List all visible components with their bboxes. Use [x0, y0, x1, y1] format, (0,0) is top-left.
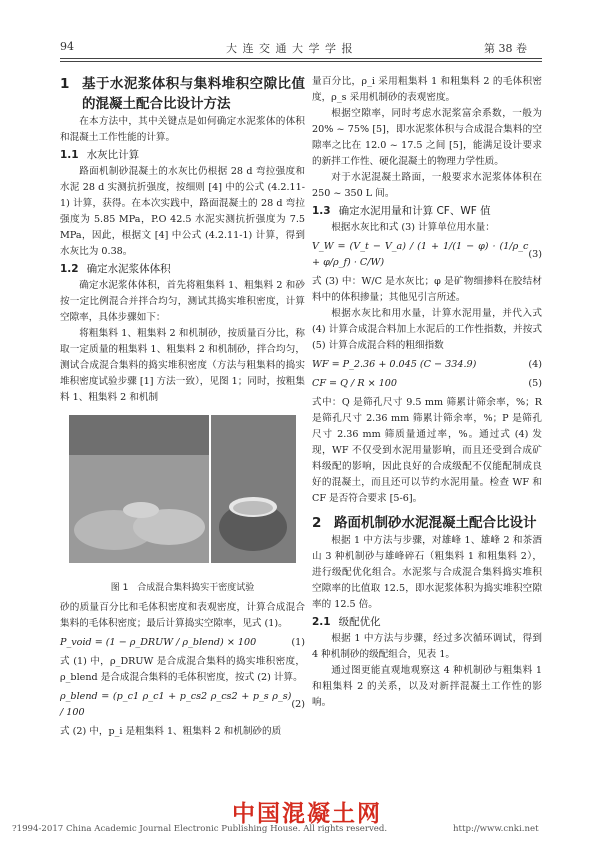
subsection-1-2-para-3: 砂的质量百分比和毛体积密度和表观密度，计算合成混合集料的毛体积密度；最后计算捣实空隙率，见式 (1)。 — [60, 602, 305, 629]
journal-title: 大 连 交 通 大 学 学 报 — [226, 42, 354, 55]
equation-5-number: (5) — [528, 378, 542, 389]
figure-1-caption: 图 1 合成混合集料捣实干密度试验 — [110, 583, 255, 593]
equation-5 — [312, 376, 542, 392]
equation-1-number: (1) — [291, 637, 305, 648]
subsection-2-1-para-1: 根据 1 中方法与步骤，经过多次循环调试，得到 4 种机制砂的级配组合，见表 1。 — [312, 633, 542, 660]
subsection-1-3-para-1: 根据水灰比和式 (3) 计算单位用水量： — [331, 222, 495, 233]
equation-2-body: ρ_blend = (p_c1 ρ_c1 + p_cs2 ρ_cs2 + p_s ρ_s) / 100 — [60, 691, 292, 718]
equation-4-body: WF = P_2.36 + 0.045 (C − 334.9) — [312, 359, 477, 370]
section-2-para-1: 根据 1 中方法与步骤，对雄峰 1、雄峰 2 和茶酒山 3 种机制砂与雄峰碎石（粗集料 1 和粗集料 2），进行级配优化组合。水泥浆与合成混合集料捣实堆积空隙率的比值取 12.5，即水泥浆体积为捣实堆积空隙率的 12.5 倍。 — [312, 535, 542, 610]
subsection-1-3-title: 确定水泥用量和计算 CF、WF 值 — [338, 205, 491, 217]
equation-2-note: 式 (2) 中，p_i 是粗集料 1、粗集料 2 和机制砂的质 — [60, 726, 282, 737]
equation-2-number: (2) — [291, 699, 305, 710]
section-1-number: 1 — [60, 76, 70, 92]
equation-1 — [60, 635, 305, 651]
header-rule-2 — [60, 61, 542, 62]
figure-1-photo — [69, 415, 296, 563]
subsection-1-2-number: 1.2 — [60, 263, 79, 275]
section-1-intro: 在本方法中，其中关键点是如何确定水泥浆体的体积和混凝土工作性能的计算。 — [60, 116, 305, 143]
equation-2 — [60, 689, 305, 721]
subsection-1-1-title: 水灰比计算 — [86, 149, 140, 161]
subsection-2-1-para-2: 通过图更能直观地观察这 4 种机制砂与粗集料 1 和粗集料 2 的关系，以及对新拌混凝土工作性的影响。 — [312, 665, 542, 708]
section-1-heading — [60, 74, 305, 114]
right-continuation: 量百分比，ρ_i 采用粗集料 1 和粗集料 2 的毛体积密度，ρ_s 采用机制砂的表观密度。 — [312, 76, 542, 103]
right-column — [312, 74, 542, 711]
subsection-1-3-number: 1.3 — [312, 205, 331, 217]
equation-3-number: (3) — [528, 249, 542, 260]
section-1-title: 基于水泥浆体积与集料堆积空隙比值的混凝土配合比设计方法 — [82, 76, 305, 112]
subsection-1-1-number: 1.1 — [60, 149, 79, 161]
subsection-1-3-heading — [312, 203, 542, 219]
subsection-1-2-para-2: 将粗集料 1、粗集料 2 和机制砂，按质量百分比，称取一定质量的粗集料 1、粗集料 2 和机制砂，拌合均匀，测试合成混合集料的捣实堆积密度（方法与粗集料的捣实堆积密度试验步骤 [1] 方法一致），见图 1；同时，按粗集料 1、粗集料 2 和机制 — [60, 328, 305, 403]
equation-1-body: P_void = (1 − ρ_DRUW / ρ_blend) × 100 — [60, 637, 257, 648]
equation-4-number: (4) — [528, 359, 542, 370]
equation-3-body: V_W = (V_t − V_a) / (1 + 1/(1 − φ) · (1/ρ_c + φ/ρ_f) · C/W) — [312, 241, 529, 268]
paste-volume-para: 对于水泥混凝土路面，一般要求水泥浆体体积在 250 ~ 350 L 间。 — [312, 172, 542, 199]
header-rule — [60, 58, 542, 59]
void-ratio-para: 根据空隙率，同时考虑水泥浆富余系数，一般为 20% ~ 75% [5]，即水泥浆体积与合成混合集料的空隙率之比在 12.0 ~ 17.5 之间 [5]，能满足设计要求的新拌工作性、硬化混凝土的物理力学性质。 — [312, 108, 542, 167]
copyright-footer: ?1994-2017 China Academic Journal Electronic Publishing House. All rights reserved. — [12, 824, 388, 834]
page-number: 94 — [60, 40, 74, 53]
equation-4 — [312, 357, 542, 373]
left-column-bottom — [60, 600, 305, 740]
subsection-1-3-para-2: 根据水灰比和用水量，计算水泥用量，并代入式 (4) 计算合成混合料加上水泥后的工作性指数，并按式 (5) 计算合成混合料的粗细指数 — [312, 308, 542, 351]
subsection-2-1-title: 级配优化 — [338, 616, 381, 628]
subsection-1-2-heading — [60, 261, 305, 277]
watermark-text: 中国混凝土网 — [232, 801, 382, 827]
subsection-1-1-heading — [60, 147, 305, 163]
section-2-heading — [312, 513, 542, 533]
footer-url: http://www.cnki.net — [453, 824, 539, 834]
section-2-title: 路面机制砂水泥混凝土配合比设计 — [334, 515, 537, 531]
equation-5-note: 式中：Q 是筛孔尺寸 9.5 mm 筛累计筛余率，%；R 是筛孔尺寸 2.36 mm 筛累计筛余率，%；P 是筛孔尺寸 2.36 mm 筛质量通过率，%。通过式 (4) 发现，WF 不仅受到水泥用量影响，而且还受到合成矿料级配的影响，因此良好的合成级配不仅能配制成良好的混凝土，而且还可以节约水泥用量。检查 WF 和 CF 是否符合要求 [5-6]。 — [312, 397, 542, 504]
left-column — [60, 74, 305, 406]
subsection-2-1-heading — [312, 614, 542, 630]
subsection-2-1-number: 2.1 — [312, 616, 331, 628]
section-2-number: 2 — [312, 515, 322, 531]
subsection-1-2-para-1: 确定水泥浆体体积，首先将粗集料 1、粗集料 2 和砂按一定比例混合并拌合均匀，测试其捣实堆积密度，计算空隙率，具体步骤如下： — [60, 280, 305, 323]
subsection-1-2-title: 确定水泥浆体体积 — [86, 263, 171, 275]
equation-1-note: 式 (1) 中，ρ_DRUW 是合成混合集料的捣实堆积密度，ρ_blend 是合成混合集料的毛体积密度，按式 (2) 计算。 — [60, 656, 305, 683]
equation-5-body: CF = Q / R × 100 — [312, 378, 398, 389]
subsection-1-1-text: 路面机制砂混凝土的水灰比仍根据 28 d 弯拉强度和水泥 28 d 实测抗折强度，按细则 [4] 中的公式 (4.2.11-1) 计算，获得。在本次实践中，路面混凝土的 28 d 弯拉强度为 5.85 MPa，P.O 42.5 水泥实测抗折强度为 7.5 MPa，因此，根据文 [4] 中公式 (4.2.11-1) 计算，得到水灰比为 0.38。 — [60, 166, 305, 257]
equation-3 — [312, 239, 542, 271]
equation-3-note: 式 (3) 中：W/C 是水灰比；φ 是矿物细掺料在胶结材料中的体积掺量；其他见引言所述。 — [312, 276, 542, 303]
volume-label: 第 38 卷 — [484, 42, 527, 55]
